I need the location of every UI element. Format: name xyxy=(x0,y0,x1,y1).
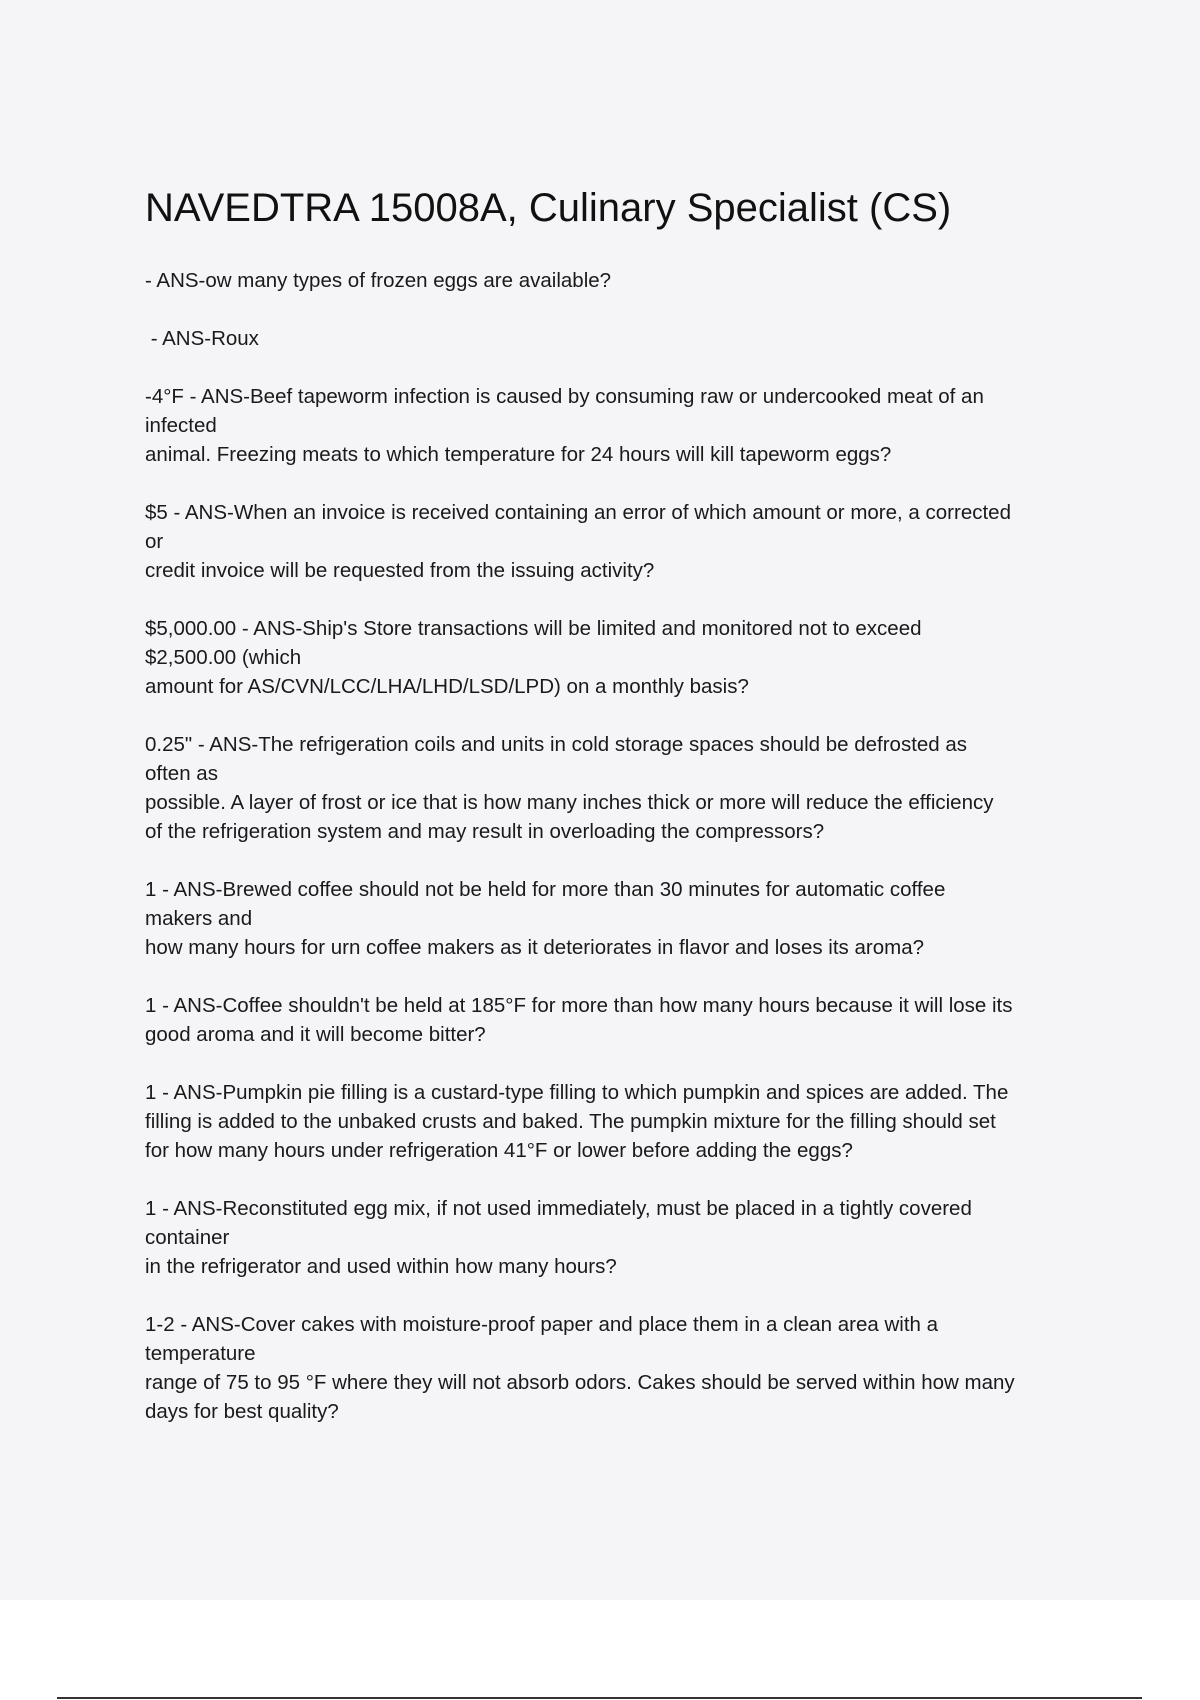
qa-line: -4°F - ANS-Beef tapeworm infection is caused by consuming raw or undercooked meat of an xyxy=(145,385,984,408)
qa-line: makers and xyxy=(145,907,253,930)
qa-line: 0.25" - ANS-The refrigeration coils and units in cold storage spaces should be defrosted as xyxy=(145,733,968,756)
document-title: NAVEDTRA 15008A, Culinary Specialist (CS) xyxy=(145,186,952,230)
qa-entry xyxy=(145,324,1095,353)
qa-line: $5,000.00 - ANS-Ship's Store transactions will be limited and monitored not to exceed xyxy=(145,617,922,640)
qa-line: filling is added to the unbaked crusts and baked. The pumpkin mixture for the filling should set xyxy=(145,1110,996,1133)
qa-entry xyxy=(145,382,1095,469)
qa-line: range of 75 to 95 °F where they will not absorb odors. Cakes should be served within how many xyxy=(145,1371,1015,1394)
qa-entry xyxy=(145,1194,1095,1281)
qa-line: $2,500.00 (which xyxy=(145,646,302,669)
qa-line: 1 - ANS-Reconstituted egg mix, if not used immediately, must be placed in a tightly covered xyxy=(145,1197,972,1220)
document-content xyxy=(145,180,1095,1455)
qa-entry xyxy=(145,991,1095,1049)
qa-line: how many hours for urn coffee makers as it deteriorates in flavor and loses its aroma? xyxy=(145,936,924,959)
qa-entry xyxy=(145,614,1095,701)
qa-line: - ANS-Roux xyxy=(145,327,259,350)
qa-line: 1 - ANS-Coffee shouldn't be held at 185°F for more than how many hours because it will lose its xyxy=(145,994,1013,1017)
qa-line: container xyxy=(145,1226,230,1249)
qa-line: often as xyxy=(145,762,218,785)
qa-line: $5 - ANS-When an invoice is received containing an error of which amount or more, a corrected xyxy=(145,501,1011,524)
qa-line: credit invoice will be requested from the issuing activity? xyxy=(145,559,655,582)
qa-entry xyxy=(145,266,1095,295)
qa-entry xyxy=(145,1078,1095,1165)
qa-line: in the refrigerator and used within how many hours? xyxy=(145,1255,617,1278)
qa-line: 1 - ANS-Pumpkin pie filling is a custard-type filling to which pumpkin and spices are added. The xyxy=(145,1081,1009,1104)
qa-line: 1 - ANS-Brewed coffee should not be held for more than 30 minutes for automatic coffee xyxy=(145,878,946,901)
qa-line: temperature xyxy=(145,1342,256,1365)
qa-line: for how many hours under refrigeration 41°F or lower before adding the eggs? xyxy=(145,1139,853,1162)
qa-line: good aroma and it will become bitter? xyxy=(145,1023,486,1046)
qa-line: days for best quality? xyxy=(145,1400,339,1423)
qa-line: of the refrigeration system and may result in overloading the compressors? xyxy=(145,820,825,843)
qa-list xyxy=(145,266,1095,1426)
footer-divider xyxy=(57,1697,1142,1699)
qa-line: animal. Freezing meats to which temperature for 24 hours will kill tapeworm eggs? xyxy=(145,443,892,466)
qa-entry xyxy=(145,498,1095,585)
qa-line: 1-2 - ANS-Cover cakes with moisture-proof paper and place them in a clean area with a xyxy=(145,1313,939,1336)
qa-line: infected xyxy=(145,414,217,437)
qa-line: - ANS-ow many types of frozen eggs are available? xyxy=(145,269,612,292)
qa-entry xyxy=(145,875,1095,962)
qa-entry xyxy=(145,730,1095,846)
qa-line: possible. A layer of frost or ice that is how many inches thick or more will reduce the efficiency xyxy=(145,791,994,814)
qa-line: or xyxy=(145,530,164,553)
qa-entry xyxy=(145,1310,1095,1426)
qa-line: amount for AS/CVN/LCC/LHA/LHD/LSD/LPD) on a monthly basis? xyxy=(145,675,749,698)
